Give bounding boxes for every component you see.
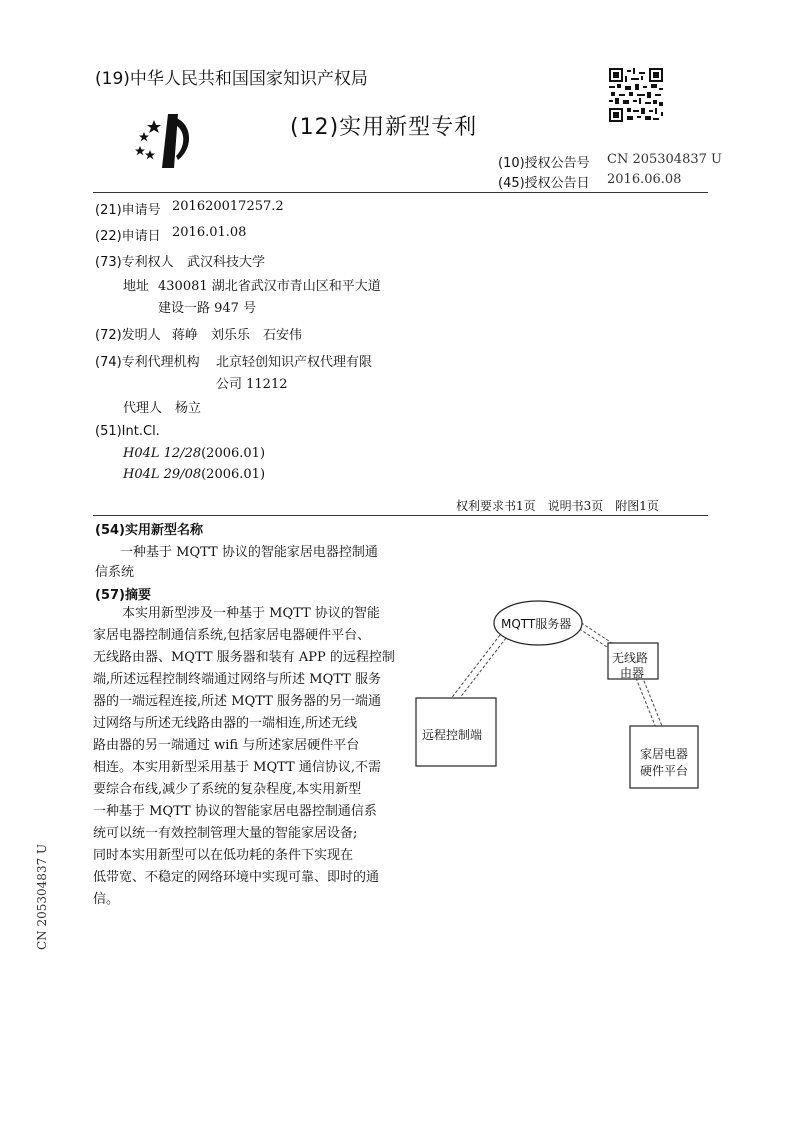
application-number: 201620017257.2: [172, 199, 284, 214]
abstract-line: 一种基于 MQTT 协议的智能家居电器控制通信系: [93, 804, 377, 819]
home-hardware-label-1: 家居电器: [640, 747, 689, 761]
abstract-line: 同时本实用新型可以在低功耗的条件下实现在: [93, 848, 354, 863]
abstract-line: 信。: [93, 892, 120, 907]
abstract-line: 统可以统一有效控制管理大量的智能家居设备;: [93, 826, 358, 841]
agency-line-1: 北京轻创知识产权代理有限: [216, 355, 373, 370]
int-cl-2-version: (2006.01): [201, 467, 266, 482]
inventors-label: (72)发明人: [95, 328, 161, 343]
abstract-line: 器的一端远程连接,所述 MQTT 服务器的另一端通: [93, 694, 381, 709]
link-remote-to-server: [456, 638, 506, 703]
patentee-label: (73)专利权人: [95, 255, 174, 270]
address-line-1: 430081 湖北省武汉市青山区和平大道: [158, 279, 381, 294]
publication-date: 2016.06.08: [607, 172, 682, 187]
int-cl-label: (51)Int.Cl.: [95, 424, 160, 439]
utility-model-title-line-2: 信系统: [95, 565, 135, 580]
agency-line-2: 公司 11212: [216, 377, 288, 392]
publication-number: CN 205304837 U: [607, 152, 722, 167]
side-publication-number: CN 205304837 U: [35, 843, 49, 950]
link-server-to-router: [577, 620, 615, 645]
abstract-line: 本实用新型涉及一种基于 MQTT 协议的智能: [122, 606, 380, 621]
wireless-router-label-2: 由器: [620, 666, 645, 680]
abstract-line: 过网络与所述无线路由器的一端相连,所述无线: [93, 716, 358, 731]
pages-summary: 权利要求书1页 说明书3页 附图1页: [456, 499, 659, 513]
wireless-router-label-1: 无线路: [612, 651, 649, 665]
patentee: 武汉科技大学: [187, 255, 266, 270]
sipo-emblem-icon: [132, 108, 200, 172]
abstract-line: 低带宽、不稳定的网络环境中实现可靠、即时的通: [93, 870, 380, 885]
address-line-2: 建设一路 947 号: [158, 301, 257, 316]
abstract-line: 端,所述远程控制终端通过网络与所述 MQTT 服务: [93, 672, 381, 687]
biblio-divider: [93, 515, 708, 516]
inventors: 蒋峥 刘乐乐 石安伟: [172, 328, 303, 343]
office-name: (19)中华人民共和国国家知识产权局: [95, 69, 368, 89]
application-number-label: (21)申请号: [95, 203, 161, 218]
home-hardware-label-2: 硬件平台: [640, 764, 689, 778]
publication-number-label: (10)授权公告号: [498, 156, 590, 171]
abstract-line: 家居电器控制通信系统,包括家居电器硬件平台、: [93, 628, 371, 643]
address-label: 地址: [123, 279, 150, 294]
abstract-line: 无线路由器、MQTT 服务器和装有 APP 的远程控制: [93, 650, 395, 665]
abstract-label: (57)摘要: [95, 588, 151, 603]
link-server-to-remote: [450, 635, 500, 700]
application-date: 2016.01.08: [172, 225, 247, 240]
abstract-line: 路由器的另一端通过 wifi 与所述家居硬件平台: [93, 738, 360, 753]
agency-label: (74)专利代理机构: [95, 355, 200, 370]
document-type: (12)实用新型专利: [290, 115, 478, 140]
remote-control-label: 远程控制端: [422, 728, 483, 742]
header-divider: [93, 192, 708, 193]
utility-model-title-label: (54)实用新型名称: [95, 523, 203, 538]
publication-date-label: (45)授权公告日: [498, 176, 590, 191]
int-cl-1: [123, 446, 265, 461]
int-cl-1-version: (2006.01): [201, 446, 266, 461]
utility-model-title-line-1: 一种基于 MQTT 协议的智能家居电器控制通: [120, 545, 378, 560]
int-cl-2: [123, 467, 265, 482]
int-cl-2-code: H04L 29/08: [123, 467, 202, 482]
agent-label: 代理人: [123, 401, 163, 416]
application-date-label: (22)申请日: [95, 229, 161, 244]
abstract-line: 相连。本实用新型采用基于 MQTT 通信协议,不需: [93, 760, 381, 775]
agent: 杨立: [175, 401, 202, 416]
link-home-to-router: [642, 676, 662, 726]
abstract-line: 要综合布线,减少了系统的复杂程度,本实用新型: [93, 782, 362, 797]
int-cl-1-code: H04L 12/28: [123, 446, 202, 461]
mqtt-server-label: MQTT服务器: [501, 617, 572, 631]
qr-code-icon: [609, 68, 663, 122]
